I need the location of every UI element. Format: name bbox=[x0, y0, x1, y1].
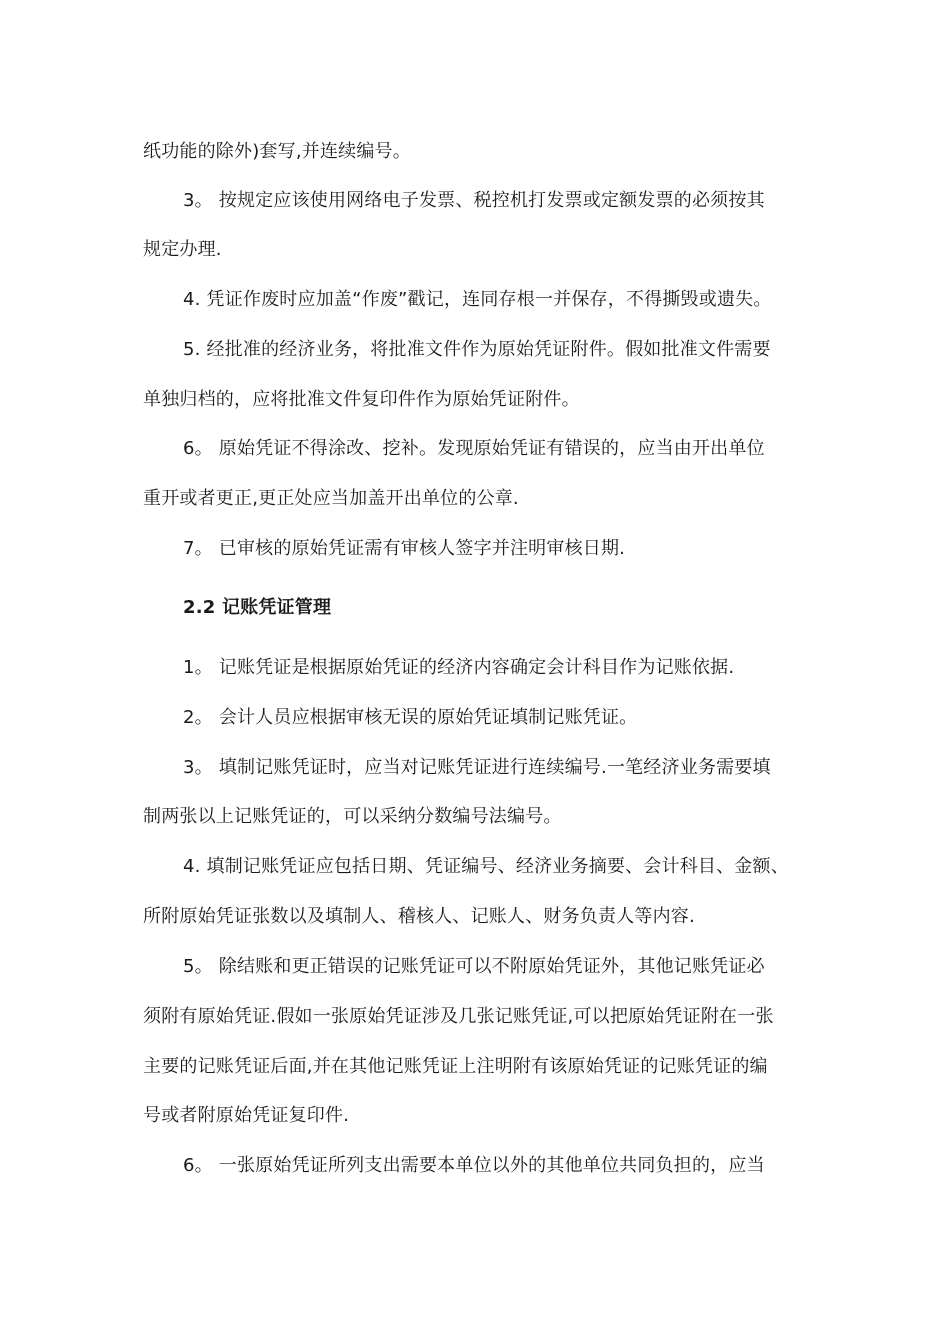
item-3-text: 3。 填制记账凭证时，应当对记账凭证进行连续编号.一笔经济业务需要填 bbox=[183, 757, 771, 778]
item-6-text: 6。 原始凭证不得涂改、挖补。发现原始凭证有错误的，应当由开出单位 bbox=[183, 438, 765, 459]
text-line: 重开或者更正,更正处应当加盖开出单位的公章. bbox=[143, 488, 519, 509]
text-line: 单独归档的，应将批准文件复印件作为原始凭证附件。 bbox=[143, 389, 580, 410]
item-4-text: 4. 填制记账凭证应包括日期、凭证编号、经济业务摘要、会计科目、金额、 bbox=[183, 856, 789, 877]
text-line: 纸功能的除外)套写,并连续编号。 bbox=[143, 141, 411, 162]
text-line: 须附有原始凭证.假如一张原始凭证涉及几张记账凭证,可以把原始凭证附在一张 bbox=[143, 1006, 774, 1027]
section-heading: 2.2 记账凭证管理 bbox=[183, 597, 332, 618]
text-line: 号或者附原始凭证复印件. bbox=[143, 1105, 350, 1126]
item-3-text: 3。 按规定应该使用网络电子发票、税控机打发票或定额发票的必须按其 bbox=[183, 190, 765, 211]
text-line: 规定办理. bbox=[143, 239, 222, 260]
item-6-text: 6。 一张原始凭证所列支出需要本单位以外的其他单位共同负担的，应当 bbox=[183, 1155, 765, 1176]
item-7-text: 7。 已审核的原始凭证需有审核人签字并注明审核日期. bbox=[183, 538, 626, 559]
item-2-text: 2。 会计人员应根据审核无误的原始凭证填制记账凭证。 bbox=[183, 707, 638, 728]
text-line: 所附原始凭证张数以及填制人、稽核人、记账人、财务负责人等内容. bbox=[143, 906, 695, 927]
item-5-text: 5。 除结账和更正错误的记账凭证可以不附原始凭证外，其他记账凭证必 bbox=[183, 956, 765, 977]
text-line: 主要的记账凭证后面,并在其他记账凭证上注明附有该原始凭证的记账凭证的编 bbox=[143, 1056, 768, 1077]
item-5-text: 5. 经批准的经济业务，将批准文件作为原始凭证附件。假如批准文件需要 bbox=[183, 339, 771, 360]
item-1-text: 1。 记账凭证是根据原始凭证的经济内容确定会计科目作为记账依据. bbox=[183, 657, 735, 678]
text-line: 制两张以上记账凭证的，可以采纳分数编号法编号。 bbox=[143, 806, 562, 827]
item-4-text: 4. 凭证作废时应加盖“作废”戳记，连同存根一并保存，不得撕毁或遗失。 bbox=[183, 289, 772, 310]
